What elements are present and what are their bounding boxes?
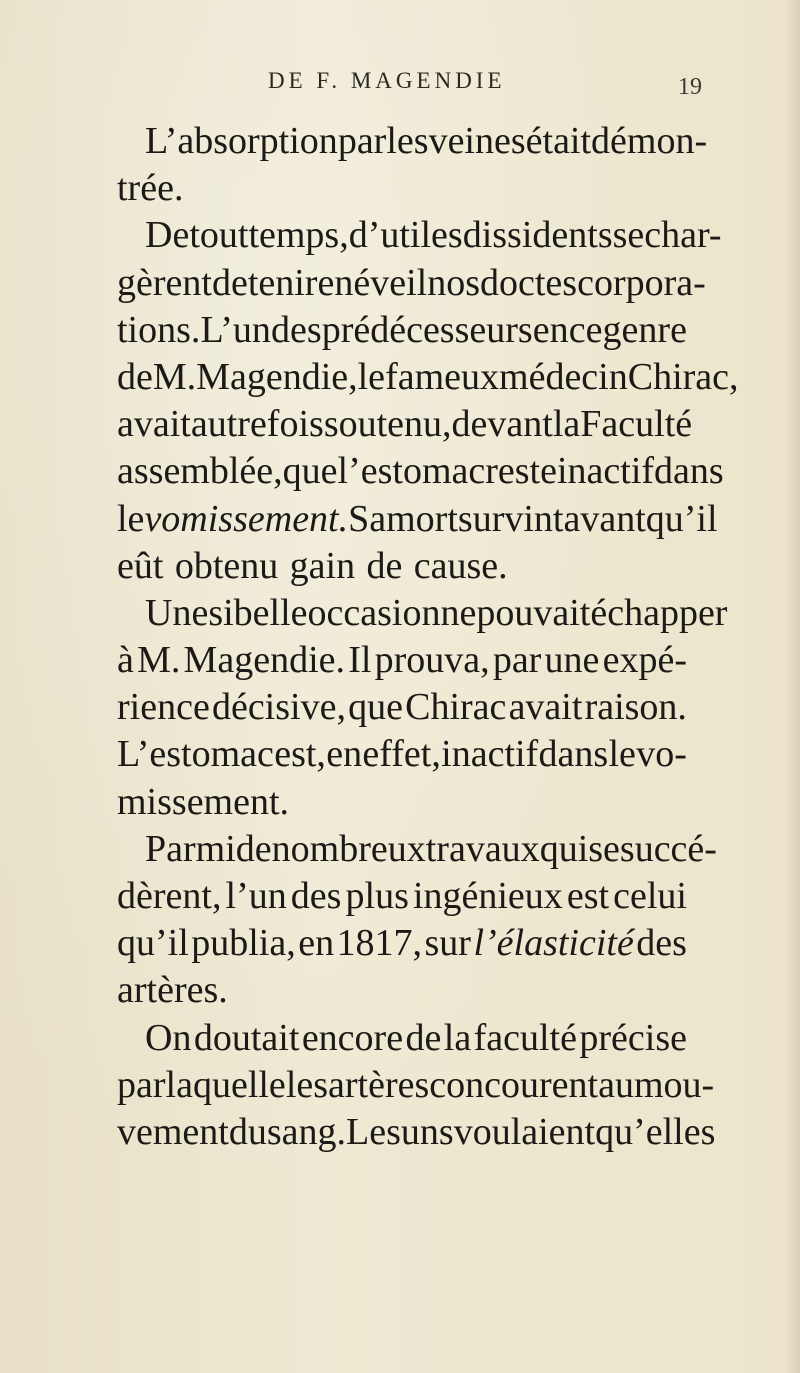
word: vomissement. <box>144 497 349 540</box>
text-line <box>117 920 687 967</box>
text-line <box>117 448 724 495</box>
word: fameux <box>385 355 500 398</box>
word: doctes <box>480 261 578 304</box>
page-number: 19 <box>678 74 702 100</box>
word: qui <box>539 827 589 870</box>
word: qu’il <box>645 497 718 540</box>
word: est, <box>274 733 326 776</box>
word: en <box>298 922 335 965</box>
text-line <box>117 590 728 637</box>
word: que <box>348 686 403 729</box>
text-line <box>117 354 739 401</box>
text-line <box>117 731 687 778</box>
word: Magendie. <box>183 639 345 682</box>
word: inactif <box>556 450 655 493</box>
word: la <box>443 1016 472 1059</box>
word: concourent <box>429 1063 599 1106</box>
word: mort <box>386 497 458 540</box>
word: voulaient <box>453 1110 596 1153</box>
running-title: DE F. MAGENDIE <box>268 68 506 93</box>
word: l’un <box>225 875 287 917</box>
word: inactif <box>441 733 539 776</box>
text-line <box>117 401 693 448</box>
word: des <box>290 875 342 917</box>
word: L’absorption <box>145 120 338 162</box>
word: Sa <box>348 497 387 540</box>
word: des <box>270 308 322 351</box>
word: succé- <box>619 827 717 870</box>
word: char- <box>644 214 722 257</box>
word: soutenu, <box>323 403 452 446</box>
word: gèrent <box>117 261 212 304</box>
word: par <box>337 120 387 162</box>
word: le <box>608 733 636 776</box>
word: nos <box>427 261 480 304</box>
word: de <box>117 355 153 398</box>
word: échapper <box>590 591 728 634</box>
text-line <box>117 212 722 259</box>
word: M. <box>152 355 197 398</box>
word: en <box>532 308 569 351</box>
word: les <box>386 120 429 162</box>
word: publia, <box>191 922 296 965</box>
word: prédécesseurs <box>321 308 533 351</box>
word: artères <box>328 1063 430 1106</box>
word: gain <box>289 544 356 587</box>
word: la <box>552 403 581 446</box>
word: temps, <box>248 214 349 257</box>
word: les <box>285 1063 329 1106</box>
word: sang. <box>266 1110 347 1153</box>
word: ce <box>568 308 603 351</box>
word: l’élasticité <box>473 922 634 965</box>
word: une <box>544 639 600 682</box>
word: Magendie, <box>196 355 358 398</box>
word: par <box>492 639 542 682</box>
word: assemblée, <box>117 450 283 493</box>
word: en <box>326 733 363 776</box>
word: genre <box>602 308 687 351</box>
word: laquelle <box>165 1063 286 1106</box>
word: reste <box>485 450 557 493</box>
word: par <box>117 1063 166 1106</box>
word: dissidents <box>462 214 613 257</box>
running-head <box>0 68 800 108</box>
word: dans <box>538 733 609 776</box>
word: dèrent, <box>117 875 222 917</box>
word: artères. <box>117 969 228 1012</box>
word: obtenu <box>174 544 279 587</box>
word: dans <box>654 450 724 493</box>
word: qu’il <box>117 922 189 965</box>
text-line <box>117 684 687 731</box>
word: survint <box>457 497 564 540</box>
word: tions. <box>117 308 201 351</box>
word: des <box>636 922 687 965</box>
text-line <box>117 307 687 354</box>
page-edge-shadow <box>784 0 800 1373</box>
word: est <box>566 875 610 917</box>
word: qu’elles <box>595 1110 716 1153</box>
word: vo- <box>636 733 687 776</box>
word: L’estomac <box>117 733 274 776</box>
word: corpora- <box>577 261 706 304</box>
word: Faculté <box>580 403 693 446</box>
word: à <box>117 639 134 682</box>
word: éveil <box>353 261 428 304</box>
word: sur <box>424 922 471 965</box>
word: Une <box>145 591 209 634</box>
text-line <box>117 165 687 212</box>
word: avait <box>117 403 191 446</box>
word: le <box>357 355 386 398</box>
word: plus <box>345 875 409 917</box>
word: démon- <box>591 120 708 162</box>
word: se <box>588 827 620 870</box>
text-line <box>117 1109 716 1156</box>
word: ne <box>440 591 477 634</box>
text-line <box>117 637 687 684</box>
word: Il <box>348 639 372 682</box>
word: raison. <box>584 686 687 729</box>
word: de <box>235 827 272 870</box>
word: si <box>208 591 234 634</box>
word: de <box>366 544 403 587</box>
text-line <box>117 1062 715 1109</box>
word: trée. <box>117 167 184 210</box>
word: effet, <box>362 733 441 776</box>
word: nombreux <box>271 827 426 870</box>
word: que <box>282 450 338 493</box>
word: uns <box>400 1110 454 1153</box>
word: celui <box>613 875 687 917</box>
word: décisive, <box>211 686 346 729</box>
text-line <box>117 1015 687 1062</box>
word: prouva, <box>374 639 490 682</box>
word: Chirac, <box>627 355 739 398</box>
word: On <box>145 1016 192 1059</box>
text-line <box>117 260 706 307</box>
word: tenir <box>247 261 318 304</box>
text-line <box>117 779 687 826</box>
word: belle <box>233 591 308 634</box>
word: De <box>145 214 190 257</box>
word: autrefois <box>190 403 324 446</box>
word: encore <box>301 1016 404 1059</box>
text-line <box>117 118 708 165</box>
word: avait <box>508 686 583 729</box>
word: L’un <box>200 308 271 351</box>
word: Les <box>346 1110 401 1153</box>
word: faculté <box>473 1016 577 1059</box>
word: en <box>317 261 354 304</box>
text-line <box>117 967 687 1014</box>
word: eût <box>117 544 164 587</box>
word: M. <box>137 639 181 682</box>
word: au <box>598 1063 634 1106</box>
word: pouvait <box>476 591 591 634</box>
word: veines <box>428 120 526 162</box>
word: de <box>211 261 248 304</box>
word: d’utiles <box>348 214 463 257</box>
word: expé- <box>602 639 687 682</box>
word: travaux <box>425 827 540 870</box>
word: Chirac <box>405 686 507 729</box>
text-line <box>117 543 687 590</box>
word: avant <box>563 497 646 540</box>
word: le <box>117 497 145 540</box>
word: ingénieux <box>412 875 563 917</box>
word: 1817, <box>336 922 423 965</box>
word: précise <box>579 1016 687 1059</box>
word: devant <box>451 403 553 446</box>
word: de <box>405 1016 442 1059</box>
word: vement <box>117 1110 229 1153</box>
text-line <box>117 873 687 920</box>
body-text <box>117 118 739 1156</box>
word: l’estomac <box>337 450 486 493</box>
word: missement. <box>117 780 290 823</box>
word: cause. <box>413 544 508 587</box>
word: tout <box>189 214 249 257</box>
word: doutait <box>193 1016 300 1059</box>
text-line <box>117 826 717 873</box>
text-line <box>117 496 718 543</box>
word: rience <box>117 686 210 729</box>
word: mou- <box>633 1063 715 1106</box>
word: était <box>525 120 592 162</box>
word: médecin <box>499 355 628 398</box>
word: occasion <box>307 591 441 634</box>
word: du <box>228 1110 267 1153</box>
word: Parmi <box>145 827 236 870</box>
word: se <box>612 214 645 257</box>
